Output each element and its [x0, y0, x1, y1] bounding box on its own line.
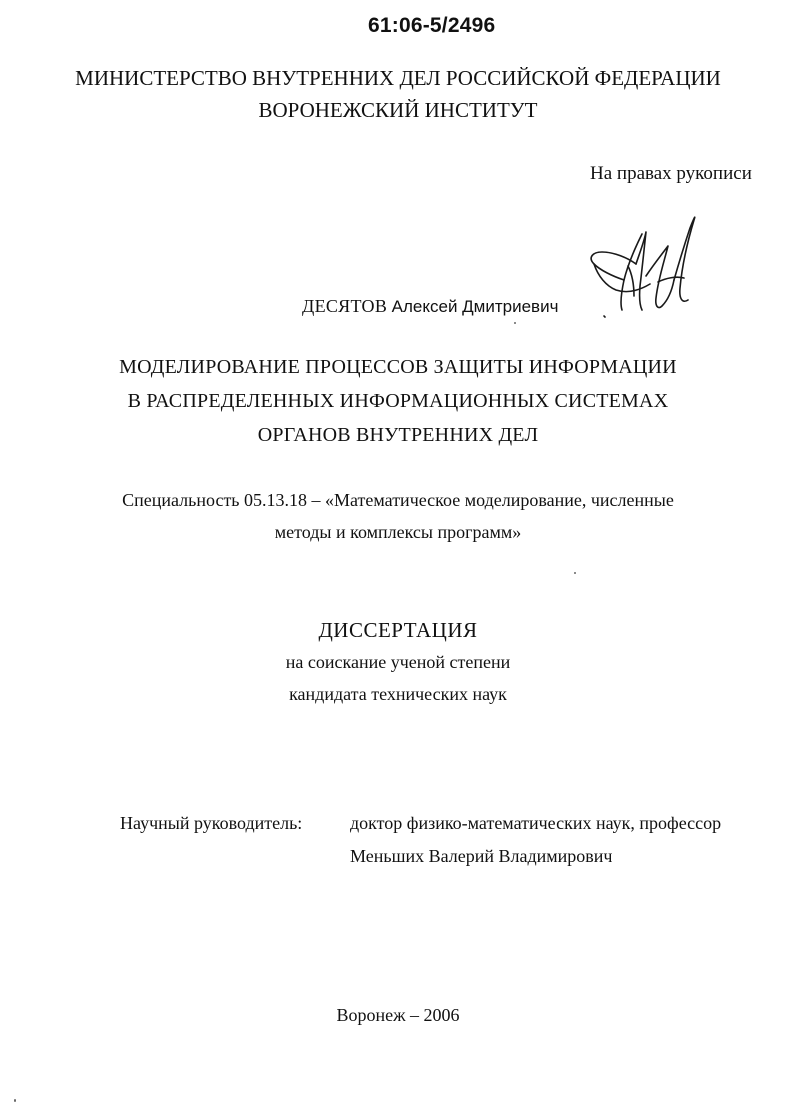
- scan-speck: [514, 322, 516, 324]
- supervisor-label: Научный руководитель:: [120, 813, 303, 833]
- author-given-names: Алексей Дмитриевич: [391, 297, 559, 316]
- registration-code: 61:06-5/2496: [368, 14, 496, 37]
- institute-name: ВОРОНЕЖСКИЙ ИНСТИТУТ: [258, 98, 538, 122]
- author-name: [302, 296, 558, 317]
- specialty-line-2: методы и комплексы программ»: [274, 522, 522, 542]
- dissertation-heading: ДИССЕРТАЦИЯ: [318, 618, 478, 642]
- supervisor-rank: доктор физико-математических наук, профессор: [350, 813, 722, 833]
- ministry-name: МИНИСТЕРСТВО ВНУТРЕННИХ ДЕЛ РОССИЙСКОЙ ФЕДЕРАЦИИ: [75, 66, 721, 90]
- city-year: Воронеж – 2006: [336, 1005, 460, 1025]
- scan-speck: [574, 572, 576, 574]
- rights-note: На правах рукописи: [590, 163, 752, 184]
- scan-speck: [14, 1099, 16, 1102]
- author-signature: [584, 206, 704, 324]
- specialty-line-1: Специальность 05.13.18 – «Математическое моделирование, численные: [122, 490, 674, 510]
- thesis-title-line-1: МОДЕЛИРОВАНИЕ ПРОЦЕССОВ ЗАЩИТЫ ИНФОРМАЦИИ: [119, 356, 677, 378]
- degree-line-2: кандидата технических наук: [289, 684, 507, 704]
- degree-line-1: на соискание ученой степени: [285, 652, 511, 672]
- author-surname: ДЕСЯТОВ: [302, 296, 388, 316]
- supervisor-name: Меньших Валерий Владимирович: [350, 846, 613, 866]
- thesis-title-line-3: ОРГАНОВ ВНУТРЕННИХ ДЕЛ: [257, 424, 539, 446]
- thesis-title-line-2: В РАСПРЕДЕЛЕННЫХ ИНФОРМАЦИОННЫХ СИСТЕМАХ: [127, 390, 669, 412]
